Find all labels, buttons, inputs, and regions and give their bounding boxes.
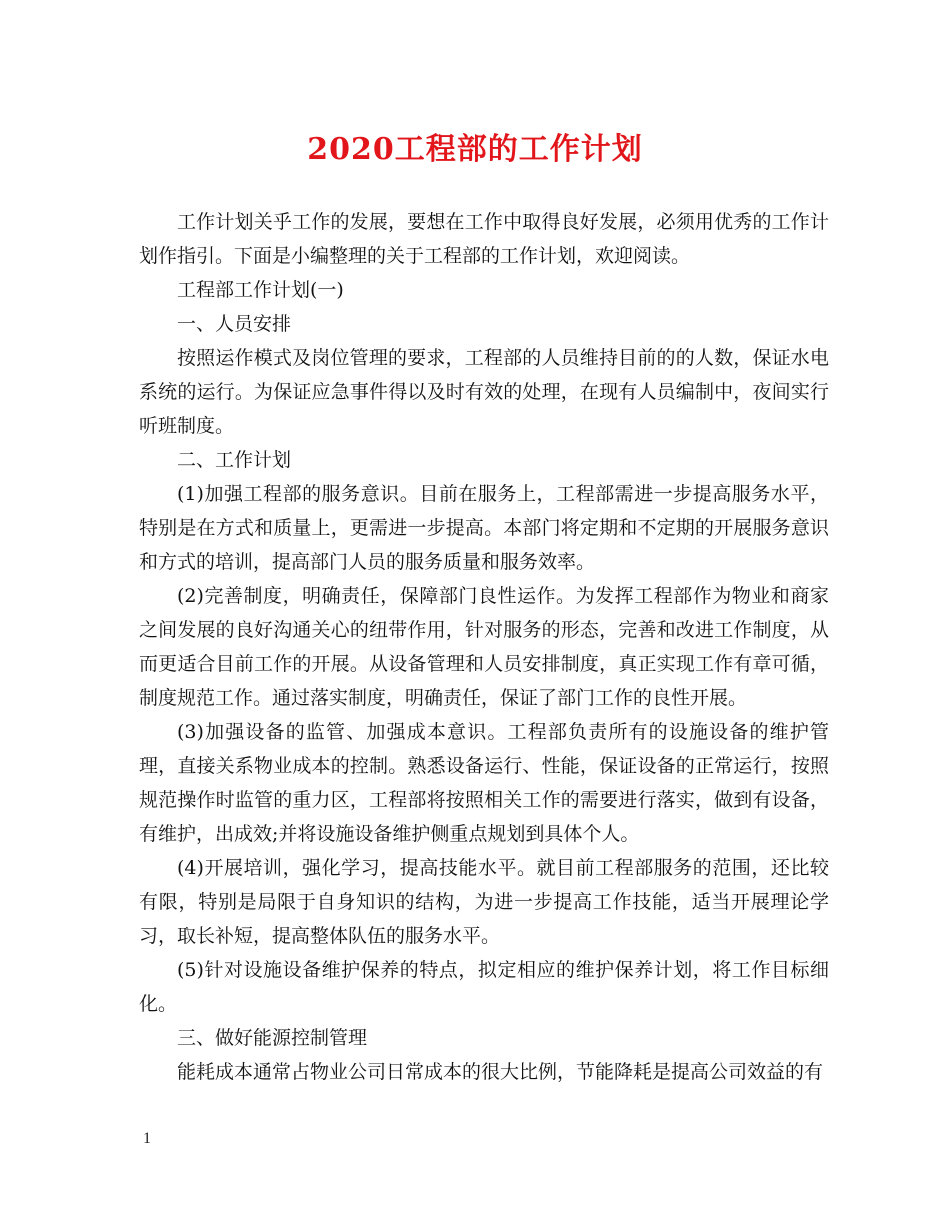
- staffing-paragraph: 按照运作模式及岗位管理的要求，工程部的人员维持目前的的人数，保证水电系统的运行。为保证应急事件得以及时有效的处理，在现有人员编制中，夜间实行听班制度。: [139, 347, 829, 437]
- energy-paragraph: 能耗成本通常占物业公司日常成本的很大比例，节能降耗是提高公司效益的有: [177, 1061, 824, 1083]
- page-number: 1: [143, 1130, 151, 1147]
- heading-work-plan: 二、工作计划: [177, 449, 292, 471]
- work-plan-item-2: (2)完善制度，明确责任，保障部门良性运作。为发挥工程部作为物业和商家之间发展的良好沟通关心的纽带作用，针对服务的形态，完善和改进工作制度，从而更适合目前工作的开展。从设备管理和人员安排制度，真正实现工作有章可循，制度规范工作。通过落实制度，明确责任，保证了部门工作的良性开展。: [139, 585, 829, 709]
- intro-paragraph: 工作计划关乎工作的发展，要想在工作中取得良好发展，必须用优秀的工作计划作指引。下面是小编整理的关于工程部的工作计划，欢迎阅读。: [139, 211, 829, 267]
- work-plan-item-3: (3)加强设备的监管、加强成本意识。工程部负责所有的设施设备的维护管理，直接关系物业成本的控制。熟悉设备运行、性能，保证设备的正常运行，按照规范操作时监管的重力区，工程部将按照相关工作的需要进行落实，做到有设备，有维护，出成效;并将设施设备维护侧重点规划到具体个人。: [139, 721, 829, 845]
- document-title: 2020工程部的工作计划: [307, 132, 643, 167]
- work-plan-item-4: (4)开展培训，强化学习，提高技能水平。就目前工程部服务的范围，还比较有限，特别是局限于自身知识的结构，为进一步提高工作技能，适当开展理论学习，取长补短，提高整体队伍的服务水平。: [139, 857, 829, 947]
- heading-energy-control: 三、做好能源控制管理: [177, 1027, 368, 1049]
- section-heading-plan-one: 工程部工作计划(一): [177, 279, 344, 301]
- work-plan-item-1: (1)加强工程部的服务意识。目前在服务上，工程部需进一步提高服务水平，特别是在方式和质量上，更需进一步提高。本部门将定期和不定期的开展服务意识和方式的培训，提高部门人员的服务质量和服务效率。: [139, 483, 829, 573]
- document-body: [139, 205, 829, 1089]
- heading-staffing: 一、人员安排: [177, 313, 292, 335]
- work-plan-item-5: (5)针对设施设备维护保养的特点，拟定相应的维护保养计划，将工作目标细化。: [139, 959, 829, 1015]
